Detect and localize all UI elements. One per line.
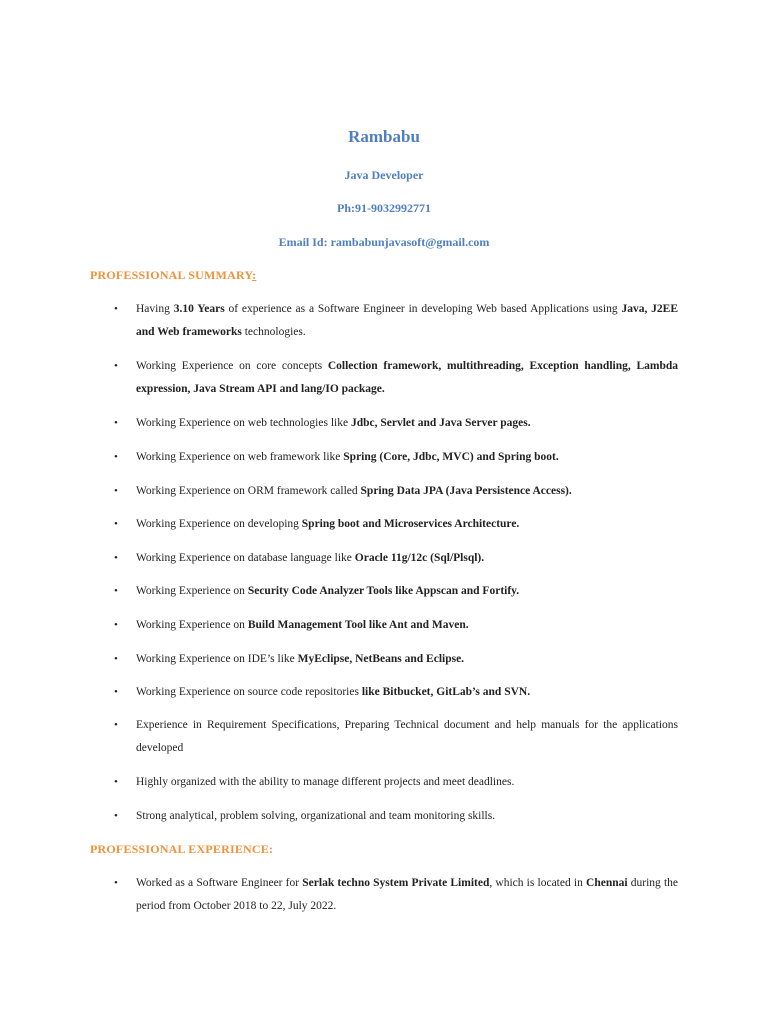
plain-text: Working Experience on	[136, 585, 248, 597]
bullet-icon: •	[114, 810, 118, 822]
plain-text: Working Experience on web technologies like	[136, 417, 351, 429]
list-item-text	[136, 480, 678, 503]
bullet-icon: •	[114, 585, 118, 597]
list-item-text	[136, 412, 678, 435]
bold-text: Serlak techno System Private Limited	[302, 877, 490, 889]
list-item-text	[136, 614, 678, 637]
bullet-icon: •	[114, 451, 118, 463]
bold-text: Oracle 11g/12c (Sql/Plsql).	[354, 552, 485, 564]
bold-text: Collection framework, multithreading, Exception handling, Lambda expression, Java Stream API and lang/IO package.	[136, 360, 678, 395]
bold-text: 3.10 Years	[173, 303, 225, 315]
bullet-icon: •	[114, 719, 118, 731]
bold-text: MyEclipse, NetBeans and Eclipse.	[297, 653, 465, 665]
bullet-icon: •	[114, 776, 118, 788]
plain-text: Worked as a Software Engineer for	[136, 877, 303, 889]
list-item-text	[136, 513, 678, 536]
plain-text: during the period from October 2018 to 22, July 2022.	[136, 877, 678, 912]
plain-text: Working Experience on source code repositories	[136, 686, 362, 698]
list-item-text	[136, 714, 678, 760]
plain-text: , which is located in	[489, 877, 587, 889]
plain-text: Working Experience on	[136, 619, 248, 631]
list-item-text	[136, 547, 678, 570]
list-item-text	[136, 298, 678, 344]
bullet-icon: •	[114, 518, 118, 530]
bold-text: Spring (Core, Jdbc, MVC) and Spring boot.	[343, 451, 559, 463]
plain-text: Working Experience on IDE’s like	[136, 653, 298, 665]
bullet-icon: •	[114, 619, 118, 631]
candidate-name: Rambabu	[348, 127, 420, 146]
bold-text: Spring boot and Microservices Architecture.	[301, 518, 520, 530]
email-address: Email Id: rambabunjavasoft@gmail.com	[278, 235, 490, 249]
job-title: Java Developer	[344, 168, 424, 182]
bold-text: Security Code Analyzer Tools like Appscan and Fortify.	[247, 585, 520, 597]
bullet-icon: •	[114, 653, 118, 665]
plain-text: Strong analytical, problem solving, organizational and team monitoring skills.	[136, 810, 496, 822]
plain-text: of experience as a Software Engineer in developing Web based Applications using	[224, 303, 622, 315]
list-item-text	[136, 872, 678, 918]
bold-text: Build Management Tool like Ant and Maven.	[247, 619, 469, 631]
plain-text: Having	[136, 303, 174, 315]
bullet-icon: •	[114, 417, 118, 429]
plain-text: Working Experience on web framework like	[136, 451, 344, 463]
list-item-text	[136, 355, 678, 401]
bullet-icon: •	[114, 360, 118, 372]
phone-number: Ph:91-9032992771	[337, 201, 431, 215]
bold-text: Chennai	[586, 877, 628, 889]
list-item-text	[136, 580, 678, 603]
plain-text: Working Experience on ORM framework called	[136, 485, 361, 497]
bold-text: Java, J2EE and Web frameworks	[136, 303, 678, 338]
plain-text: Working Experience on database language like	[136, 552, 355, 564]
bullet-icon: •	[114, 303, 118, 315]
list-item-text	[136, 681, 678, 704]
plain-text: Experience in Requirement Specifications, Preparing Technical document and help manuals for the applications developed	[136, 719, 678, 754]
plain-text: Working Experience on core concepts	[136, 360, 328, 372]
list-item-text	[136, 446, 678, 469]
bullet-icon: •	[114, 686, 118, 698]
bold-text: Jdbc, Servlet and Java Server pages.	[350, 417, 531, 429]
bold-text: Spring Data JPA (Java Persistence Access).	[360, 485, 572, 497]
list-item-text	[136, 805, 678, 828]
plain-text: Working Experience on developing	[136, 518, 302, 530]
plain-text: Highly organized with the ability to manage different projects and meet deadlines.	[136, 776, 515, 788]
list-item-text	[136, 648, 678, 671]
bullet-icon: •	[114, 877, 118, 889]
bullet-icon: •	[114, 552, 118, 564]
summary-heading-text: PROFESSIONAL SUMMARY	[90, 268, 253, 282]
bullet-icon: •	[114, 485, 118, 497]
list-item-text	[136, 771, 678, 794]
plain-text: technologies.	[241, 326, 306, 338]
bold-text: like Bitbucket, GitLab’s and SVN.	[361, 686, 531, 698]
summary-heading-colon: :	[252, 268, 257, 282]
experience-heading: PROFESSIONAL EXPERIENCE:	[90, 842, 274, 856]
summary-heading	[90, 268, 256, 283]
